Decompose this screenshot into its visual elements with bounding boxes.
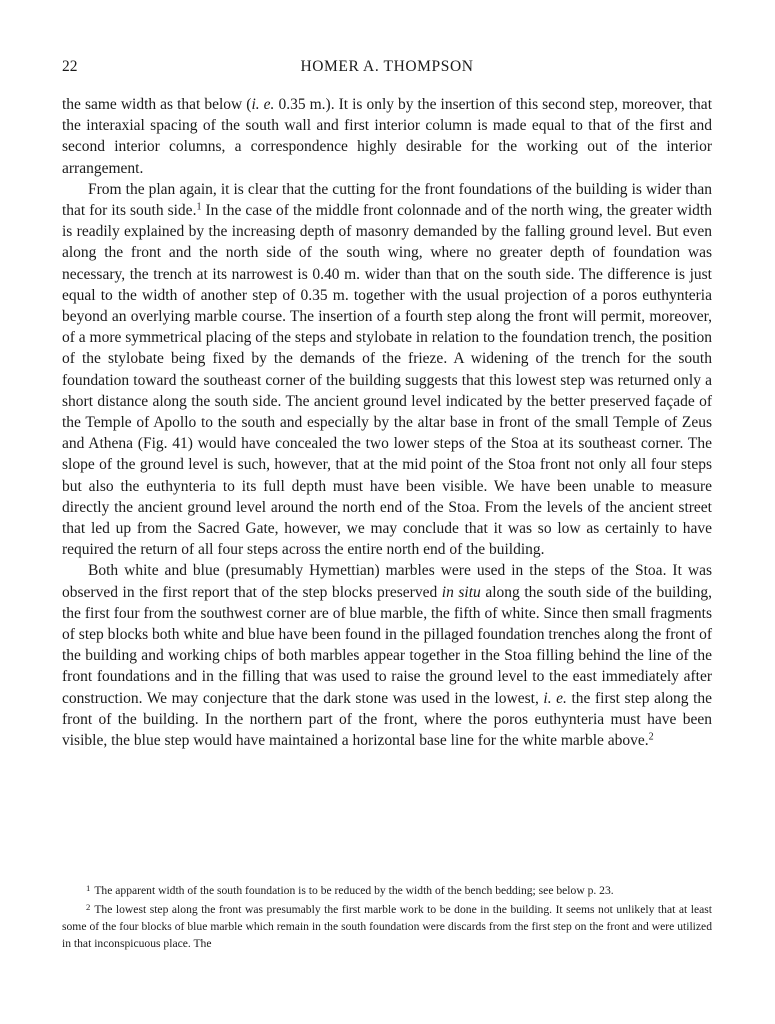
page-header xyxy=(62,58,712,80)
body-text xyxy=(62,94,712,751)
footnote-text: The lowest step along the front was presumably the first marble work to be done in the building. It seems not unlikely that at least some of the four blocks of blue marble which remain in the south foundation were discards from the first step on the front and were utilized in that inconspicuous place. The xyxy=(62,903,712,951)
footnote-mark: 1 xyxy=(86,883,91,893)
footnote-ref-1[interactable]: 1 xyxy=(196,201,202,213)
paragraph-3: Both white and blue (presumably Hymettian) marbles were used in the steps of the Stoa. It was observed in the first report that of the step blocks preserved in situ along the south side of the building, the first four from the southwest corner are of blue marble, the fifth of white. Since then small fragments of step blocks both white and blue have been found in the pillaged foundation trenches along the front of the building and working chips of both marbles appear together in the Stoa filling behind the line of the front foundations and in the filling that was used to raise the ground level to the east immediately after construction. We may conjecture that the dark stone was used in the lowest, i. e. the first step along the front of the building. In the northern part of the front, where the poros euthynteria must have been visible, the blue step would have maintained a horizontal base line for the white marble above.$^2$ xyxy=(62,562,713,750)
footnote-1 xyxy=(62,880,712,899)
footnote-ref-2[interactable]: 2 xyxy=(648,731,654,743)
paragraph-2: From the plan again, it is clear that the cutting for the front foundations of the building is wider than that for its south side.$^1$ In the case of the middle front colonnade and of the north wing, the greater width is readily explained by the increasing depth of masonry demanded by the falling ground level. But even along the front and the north side of the south wing, where no greater depth of foundation was necessary, the trench at its narrowest is 0.40 m. wider than that on the south side. The difference is just equal to the width of another step of 0.35 m. together with the usual projection of a poros euthynteria beyond an overlying marble course. The insertion of a fourth step along the front will permit, moreover, of a more symmetrical placing of the steps and stylobate in relation to the foundation trench, the position of the stylobate being fixed by the demands of the frieze. A widening of the trench for the south foundation toward the southeast corner of the building suggests that this lowest step was returned only a short distance along the south side. The ancient ground level indicated by the better preserved façade of the Temple of Apollo to the south and especially by the altar base in front of the small Temple of Zeus and Athena (Fig. 41) would have concealed the two lower steps of the Stoa at its southeast corner. The slope of the ground level is such, however, that at the mid point of the Stoa front not only all four steps but also the euthynteria to its full depth must have been visible. We have been unable to measure directly the ancient ground level around the north end of the Stoa. From the levels of the ancient street that led up from the Sacred Gate, however, we may conclude that it was so low as certainly to have required the return of all four steps across the entire north end of the building. xyxy=(62,180,712,559)
footnotes xyxy=(62,880,712,952)
paragraph-1: the same width as that below (i. e. 0.35 m.). It is only by the insertion of this second step, moreover, that the interaxial spacing of the south wall and first interior column is made equal to that of the first and second interior columns, a correspondence highly desirable for the working out of the interior arrangement. xyxy=(62,96,712,177)
italic-in-situ: in situ xyxy=(441,583,481,601)
footnote-text: The apparent width of the south foundation is to be reduced by the width of the bench bedding; see below p. 23. xyxy=(94,884,614,898)
footnote-2 xyxy=(62,899,712,952)
abbreviation-ie: i. e. xyxy=(251,96,275,113)
footnote-mark: 2 xyxy=(86,902,91,913)
page-number: 22 xyxy=(62,58,78,75)
abbreviation-ie: i. e. xyxy=(543,689,567,707)
running-title: HOMER A. THOMPSON xyxy=(300,58,474,75)
